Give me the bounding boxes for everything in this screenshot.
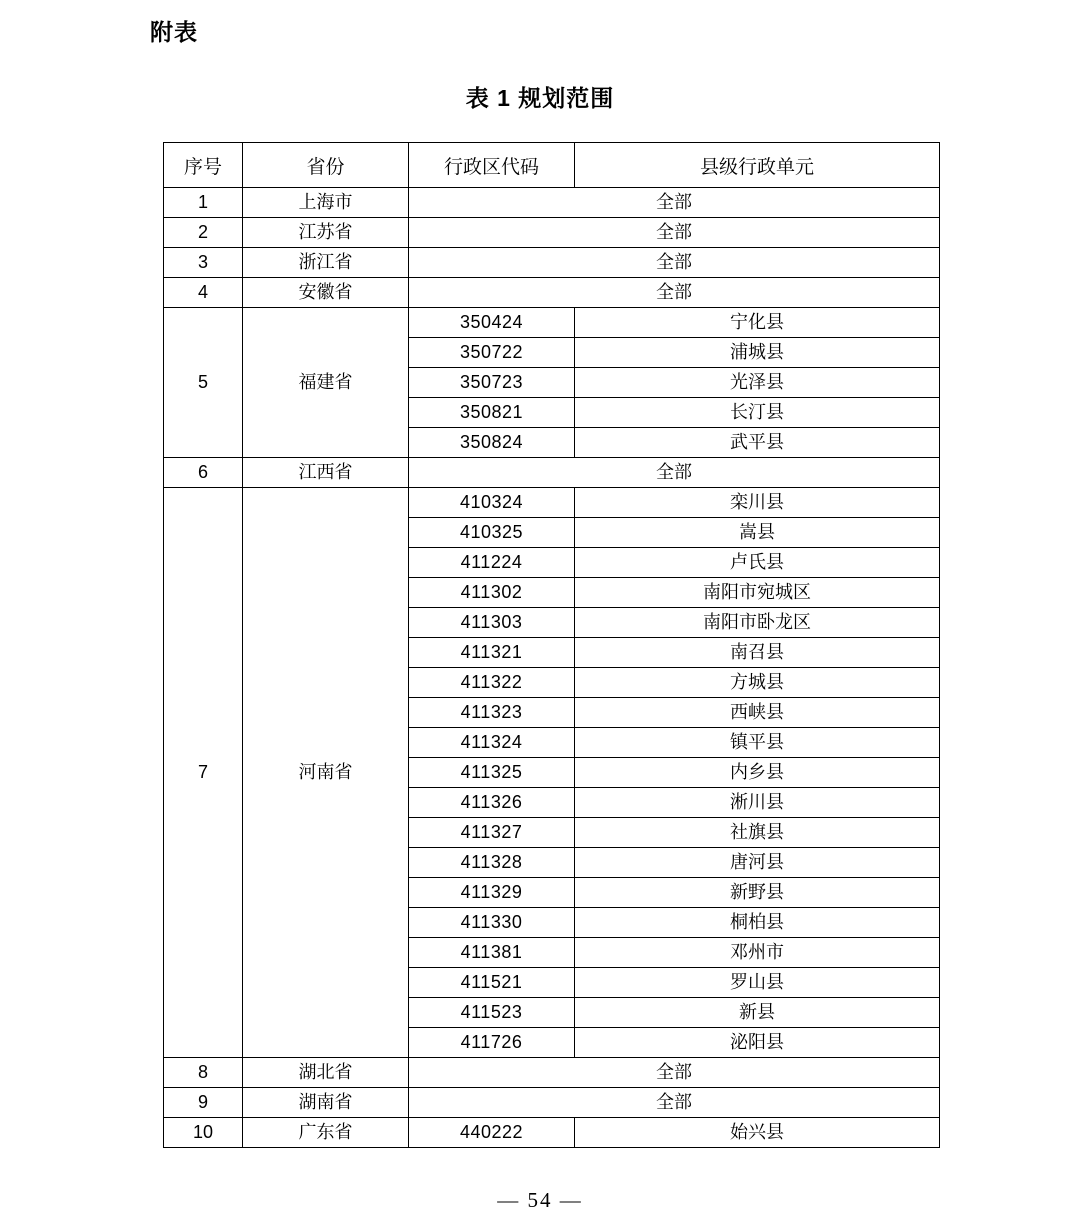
cell-unit: 嵩县 <box>575 518 940 548</box>
cell-province: 湖北省 <box>243 1058 409 1088</box>
cell-no: 3 <box>164 248 243 278</box>
cell-unit: 镇平县 <box>575 728 940 758</box>
cell-code: 411328 <box>409 848 575 878</box>
table-row <box>164 458 940 488</box>
cell-province: 江苏省 <box>243 218 409 248</box>
column-header-province: 省份 <box>243 143 409 188</box>
section-label: 附表 <box>150 19 198 45</box>
table-row <box>164 1118 940 1148</box>
cell-code: 411521 <box>409 968 575 998</box>
table-row <box>164 248 940 278</box>
cell-province: 河南省 <box>243 488 409 1058</box>
table-title: 表 1 规划范围 <box>465 85 615 111</box>
cell-code: 410324 <box>409 488 575 518</box>
cell-code: 350821 <box>409 398 575 428</box>
cell-unit: 南阳市卧龙区 <box>575 608 940 638</box>
cell-all-units: 全部 <box>409 188 940 218</box>
cell-all-units: 全部 <box>409 458 940 488</box>
cell-province: 上海市 <box>243 188 409 218</box>
cell-province: 浙江省 <box>243 248 409 278</box>
cell-no: 6 <box>164 458 243 488</box>
cell-province: 江西省 <box>243 458 409 488</box>
cell-code: 411224 <box>409 548 575 578</box>
cell-unit: 长汀县 <box>575 398 940 428</box>
cell-unit: 淅川县 <box>575 788 940 818</box>
table-row <box>164 1058 940 1088</box>
cell-unit: 西峡县 <box>575 698 940 728</box>
cell-unit: 唐河县 <box>575 848 940 878</box>
cell-unit: 始兴县 <box>575 1118 940 1148</box>
cell-code: 411327 <box>409 818 575 848</box>
cell-code: 350722 <box>409 338 575 368</box>
table-row <box>164 1088 940 1118</box>
cell-code: 350723 <box>409 368 575 398</box>
cell-unit: 内乡县 <box>575 758 940 788</box>
column-header-code: 行政区代码 <box>409 143 575 188</box>
column-header-no: 序号 <box>164 143 243 188</box>
cell-code: 350824 <box>409 428 575 458</box>
cell-no: 2 <box>164 218 243 248</box>
table-container <box>163 142 935 1148</box>
cell-all-units: 全部 <box>409 248 940 278</box>
cell-unit: 宁化县 <box>575 308 940 338</box>
cell-code: 411381 <box>409 938 575 968</box>
cell-no: 10 <box>164 1118 243 1148</box>
table-header-row <box>164 143 940 188</box>
cell-code: 411302 <box>409 578 575 608</box>
table-row <box>164 188 940 218</box>
cell-unit: 光泽县 <box>575 368 940 398</box>
cell-code: 411325 <box>409 758 575 788</box>
cell-code: 411321 <box>409 638 575 668</box>
cell-code: 411323 <box>409 698 575 728</box>
cell-code: 411324 <box>409 728 575 758</box>
cell-code: 411726 <box>409 1028 575 1058</box>
page-number: — 54 — <box>497 1188 583 1212</box>
cell-unit: 罗山县 <box>575 968 940 998</box>
cell-code: 411523 <box>409 998 575 1028</box>
cell-code: 411326 <box>409 788 575 818</box>
cell-unit: 桐柏县 <box>575 908 940 938</box>
cell-no: 8 <box>164 1058 243 1088</box>
cell-unit: 南召县 <box>575 638 940 668</box>
table-row <box>164 218 940 248</box>
cell-unit: 方城县 <box>575 668 940 698</box>
table-row <box>164 278 940 308</box>
cell-no: 7 <box>164 488 243 1058</box>
cell-code: 440222 <box>409 1118 575 1148</box>
table-row <box>164 308 940 338</box>
cell-unit: 栾川县 <box>575 488 940 518</box>
table-row <box>164 488 940 518</box>
table-header <box>164 143 940 188</box>
cell-no: 1 <box>164 188 243 218</box>
cell-no: 4 <box>164 278 243 308</box>
cell-unit: 泌阳县 <box>575 1028 940 1058</box>
cell-unit: 卢氏县 <box>575 548 940 578</box>
cell-province: 安徽省 <box>243 278 409 308</box>
planning-range-table <box>163 142 940 1148</box>
column-header-unit: 县级行政单元 <box>575 143 940 188</box>
cell-unit: 社旗县 <box>575 818 940 848</box>
cell-no: 9 <box>164 1088 243 1118</box>
cell-province: 广东省 <box>243 1118 409 1148</box>
cell-all-units: 全部 <box>409 1088 940 1118</box>
cell-code: 411322 <box>409 668 575 698</box>
cell-unit: 新县 <box>575 998 940 1028</box>
cell-all-units: 全部 <box>409 1058 940 1088</box>
cell-code: 411330 <box>409 908 575 938</box>
table-body <box>164 188 940 1148</box>
cell-no: 5 <box>164 308 243 458</box>
cell-unit: 武平县 <box>575 428 940 458</box>
cell-code: 411329 <box>409 878 575 908</box>
cell-unit: 邓州市 <box>575 938 940 968</box>
cell-code: 350424 <box>409 308 575 338</box>
cell-unit: 新野县 <box>575 878 940 908</box>
cell-all-units: 全部 <box>409 218 940 248</box>
cell-province: 湖南省 <box>243 1088 409 1118</box>
cell-code: 411303 <box>409 608 575 638</box>
cell-all-units: 全部 <box>409 278 940 308</box>
cell-unit: 浦城县 <box>575 338 940 368</box>
cell-code: 410325 <box>409 518 575 548</box>
cell-unit: 南阳市宛城区 <box>575 578 940 608</box>
cell-province: 福建省 <box>243 308 409 458</box>
